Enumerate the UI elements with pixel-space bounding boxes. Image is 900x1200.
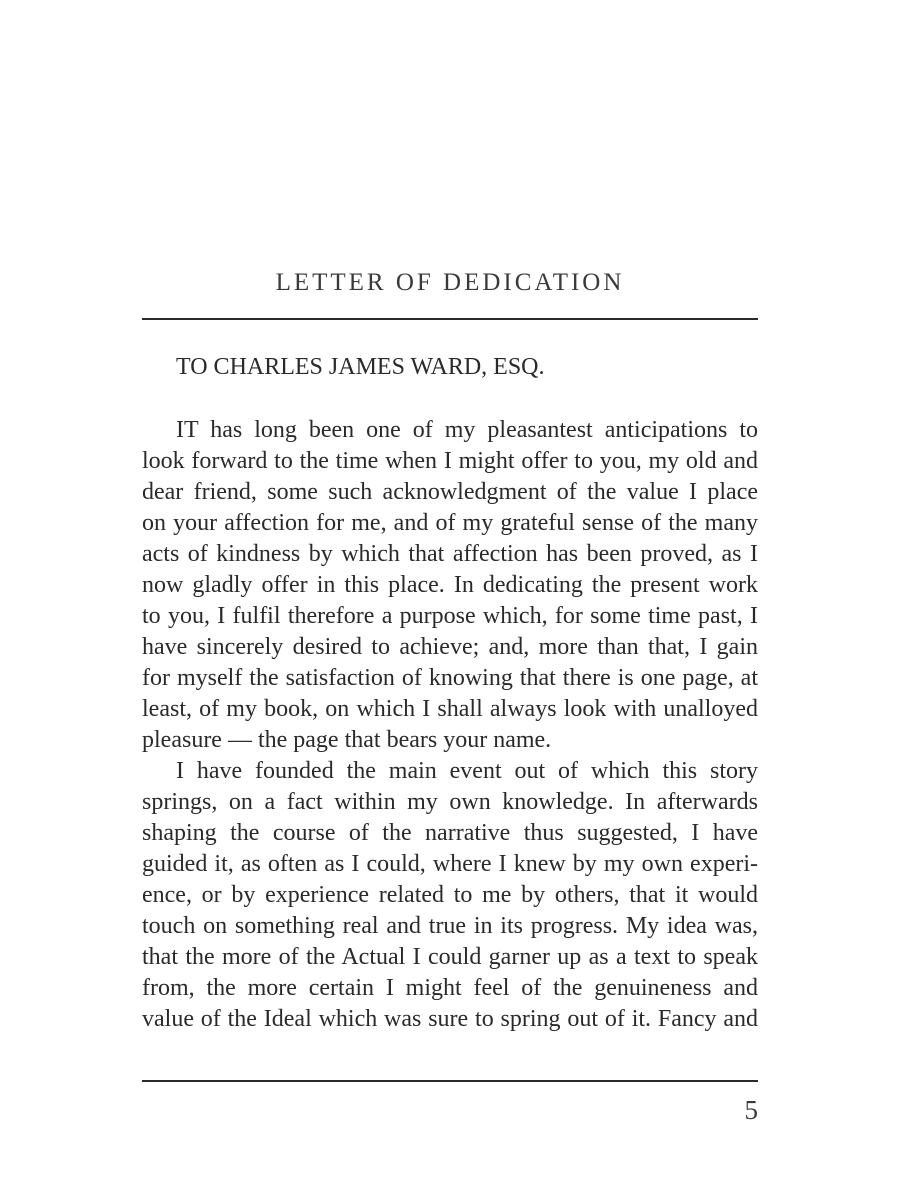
- page-title: LETTER OF DEDICATION: [275, 269, 625, 296]
- text-line: ence, or by experience related to me by others, that it would: [142, 882, 758, 908]
- text-line: acts of kindness by which that affection has been proved, as I: [142, 541, 758, 567]
- text-line: touch on something real and true in its progress. My idea was,: [142, 913, 758, 939]
- text-line: to you, I fulfil therefore a purpose which, for some time past, I: [142, 603, 758, 629]
- text-line: least, of my book, on which I shall always look with unalloyed: [142, 696, 758, 722]
- text-line: look forward to the time when I might offer to you, my old and: [142, 448, 758, 474]
- text-line: pleasure — the page that bears your name.: [142, 727, 552, 753]
- text-line: shaping the course of the narrative thus suggested, I have: [142, 820, 758, 846]
- letter-body: [142, 415, 758, 1035]
- paragraph: [142, 756, 758, 1035]
- text-line: value of the Ideal which was sure to spring out of it. Fancy and: [142, 1006, 758, 1032]
- text-line: on your affection for me, and of my grateful sense of the many: [142, 510, 758, 536]
- header-rule: [142, 318, 758, 320]
- text-line: have sincerely desired to achieve; and, more than that, I gain: [142, 634, 758, 660]
- text-line: I have founded the main event out of which this story: [176, 758, 758, 784]
- footer-rule: [142, 1080, 758, 1082]
- page-number: 5: [744, 1095, 758, 1125]
- text-line: IT has long been one of my pleasantest anticipations to: [176, 417, 758, 443]
- text-line: that the more of the Actual I could garner up as a text to speak: [142, 944, 758, 970]
- text-line: guided it, as often as I could, where I knew by my own experi-: [142, 851, 758, 877]
- text-line: springs, on a fact within my own knowledge. In afterwards: [142, 789, 758, 815]
- text-line: for myself the satisfaction of knowing that there is one page, at: [142, 665, 758, 691]
- text-line: now gladly offer in this place. In dedicating the present work: [142, 572, 758, 598]
- paragraph: [142, 415, 758, 756]
- text-line: from, the more certain I might feel of the genuineness and: [142, 975, 758, 1001]
- text-line: dear friend, some such acknowledgment of the value I place: [142, 479, 758, 505]
- salutation: TO CHARLES JAMES WARD, ESQ.: [176, 354, 545, 380]
